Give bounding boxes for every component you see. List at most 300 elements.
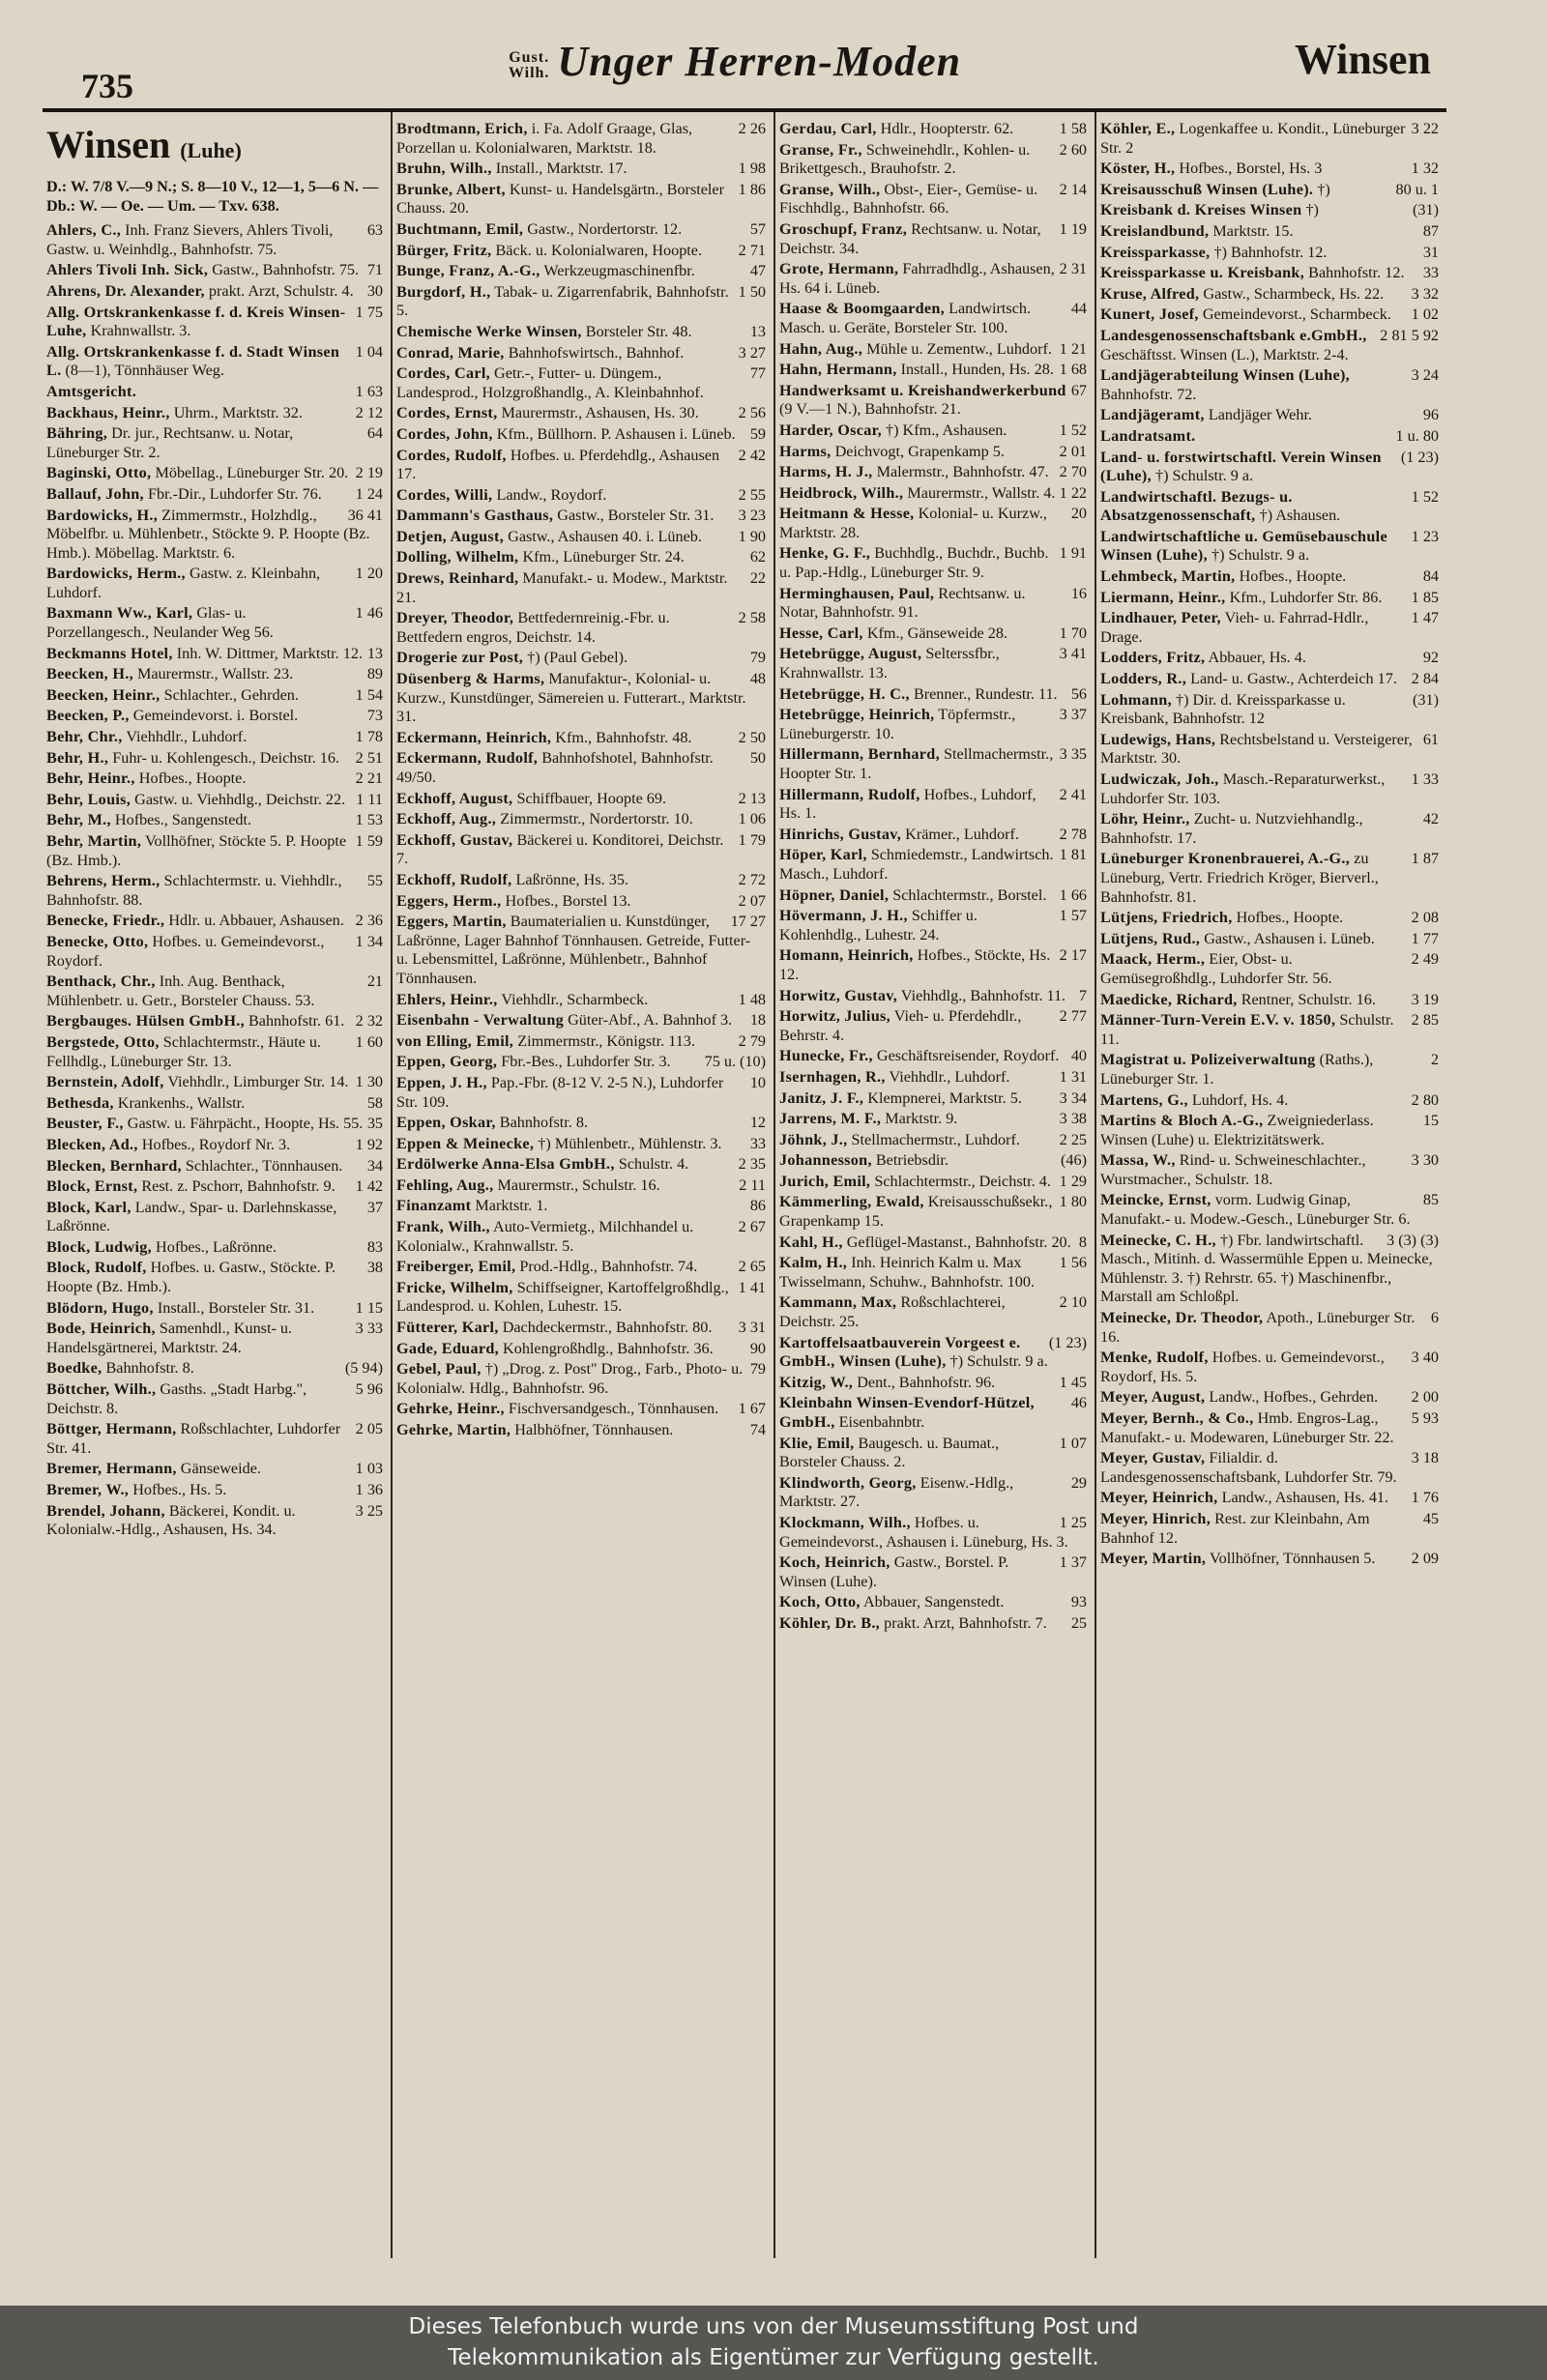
entry-name: Eckhoff, Gustav, [396,830,513,849]
directory-entry [396,507,766,526]
entry-name: Bergstede, Otto, [46,1032,160,1051]
entry-name: Eggers, Herm., [396,891,502,910]
entry-description: †) Mühlenbetr., Mühlenstr. 3. [538,1134,722,1152]
directory-entry [1100,181,1439,200]
directory-entry [46,665,383,684]
entry-name: Martens, G., [1100,1090,1188,1109]
entry-description: Krämer., Luhdorf. [905,825,1019,843]
directory-entry [396,181,766,218]
directory-entry [46,1380,383,1418]
entry-description: Bahnhofstr. 8. [499,1114,589,1132]
directory-entry [46,933,383,971]
directory-entry [779,1514,1087,1552]
entry-phone-number: 2 71 [738,241,766,259]
entry-description: Gastw., Nordertorstr. 12. [527,219,683,238]
entry-name: Allg. Ortskrankenkasse f. d. Kreis Winsen-Luhe, [46,303,346,340]
entry-name: Landwirtschaftliche u. Gemüsebauschule Winsen (Luhe), [1100,527,1387,565]
header-place-name: Winsen [1294,36,1431,83]
directory-entry [779,300,1087,337]
entry-name: Kleinbahn Winsen-Evendorf-Hützel, GmbH., [779,1394,1035,1431]
entry-phone-number: 2 41 [1059,785,1087,803]
entry-phone-number: 8 [1078,1233,1087,1251]
entry-name: Behr, M., [46,811,111,829]
entry-phone-number: 77 [749,364,766,383]
entry-name: Hahn, Aug., [779,339,863,358]
entry-phone-number: 3 23 [738,507,766,525]
directory-entry [1100,991,1439,1010]
entry-name: Herminghausen, Paul, [779,584,935,602]
entry-name: Backhaus, Heinr., [46,403,170,421]
entry-phone-number: 73 [366,707,383,725]
entry-description: Bahnhofshotel, Bahnhofstr. 49/50. [396,749,714,786]
entry-phone-number: 1 45 [1059,1373,1087,1391]
entry-name: Lehmbeck, Martin, [1100,567,1236,586]
entry-name: Heidbrock, Wilh., [779,483,904,502]
directory-entry [1100,670,1439,689]
entry-description: Bettfedernreinig.-Fbr. u. Bettfedern engros, Deichstr. 14. [396,609,670,646]
entry-name: Kreislandbund, [1100,221,1210,240]
entry-phone-number: 59 [749,424,766,443]
entry-description: Viehhdlr., Scharmbeck. [501,990,649,1008]
entry-phone-number: 1 91 [1059,544,1087,563]
directory-entry [779,826,1087,845]
entry-name: Jarrens, M. F., [779,1110,882,1128]
entry-description: Luhdorf, Hs. 4. [1191,1090,1289,1109]
entry-description: Manufaktur-, Kolonial- u. Kurzw., Kunstdünger, Sämereien u. Futterart., Marktstr. 31. [396,670,746,726]
directory-entry [46,507,383,564]
entry-phone-number: 2 05 [355,1420,383,1438]
directory-entry [396,447,766,484]
entry-description: Zimmermstr., Königstr. 113. [517,1031,695,1050]
entry-name: Klockmann, Wilh., [779,1513,911,1531]
entry-name: Frank, Wilh., [396,1218,490,1236]
directory-entry [396,344,766,363]
entry-description: Hdlr. u. Abbauer, Ashausen. [168,912,344,930]
directory-entry [1100,488,1439,526]
footer-line-2: Telekommunikation als Eigentümer zur Verfügung gestellt. [448,2345,1099,2370]
entry-phone-number: 3 30 [1411,1151,1439,1170]
entry-phone-number: 3 40 [1411,1349,1439,1367]
entry-name: Kreisausschuß Winsen (Luhe). [1100,180,1314,198]
entry-description: Uhrm., Marktstr. 32. [173,403,303,421]
directory-entry [779,706,1087,743]
directory-entry [46,791,383,810]
directory-entry [396,892,766,912]
entry-phone-number: 71 [366,261,383,279]
entry-phone-number: 3 31 [738,1319,766,1337]
entry-description: Inh. Heinrich Kalm u. Max Twisselmann, Schuhw., Bahnhofstr. 100. [779,1254,1035,1291]
entry-phone-number: 1 33 [1411,770,1439,788]
entry-description: Gastw., Bahnhofstr. 75. [212,261,360,279]
directory-entry [46,749,383,769]
entry-description: Obst-, Eier-, Gemüse- u. Fischhdlg., Bahnhofstr. 66. [779,180,1038,218]
entry-phone-number: 1 58 [1059,120,1087,137]
entry-description: Kfm., Lüneburger Str. 24. [522,548,685,566]
entry-phone-number: 17 27 [730,913,766,931]
directory-entry [1100,528,1439,566]
entry-name: Bähring, [46,424,108,443]
entry-name: Landwirtschaftl. Bezugs- u. Absatzgenossenschaft, [1100,487,1293,525]
directory-entry [396,1197,766,1216]
entry-phone-number: 2 85 [1411,1011,1439,1030]
entry-phone-number: 3 37 [1059,706,1087,724]
directory-entry [1100,1489,1439,1508]
entry-name: Hunecke, Fr., [779,1047,873,1065]
entry-name: Block, Ernst, [46,1177,138,1196]
entry-description: Vieh- u. Fahrrad-Hdlr., Drage. [1100,609,1369,646]
entry-name: Eppen, Georg, [396,1053,498,1071]
directory-entry [1100,449,1439,486]
entry-name: Granse, Fr., [779,140,862,159]
directory-entry [46,1199,383,1236]
entry-name: Koch, Otto, [779,1593,861,1611]
entry-description: Eisenw.-Hdlg., Marktstr. 27. [779,1473,1014,1511]
directory-entry [779,1474,1087,1512]
entry-description: †) [1305,201,1319,219]
directory-entry [396,160,766,179]
entry-name: Meyer, Gustav, [1100,1449,1206,1467]
directory-entry [1100,691,1439,729]
directory-entry [46,282,383,302]
entry-description: Schlachtermstr. u. Viehhdlr., Bahnhofstr. 88. [46,872,342,909]
directory-entry [396,1011,766,1030]
entry-description: Hofbes., Roydorf Nr. 3. [141,1135,291,1153]
entry-name: Block, Ludwig, [46,1237,152,1256]
entry-description: Kfm., Gänseweide 28. [866,624,1008,642]
directory-entry [779,340,1087,360]
entry-description: Baugesch. u. Baumat., Borsteler Chauss. 2. [779,1434,1000,1471]
entry-description: Rentner, Schulstr. 16. [1241,990,1376,1008]
entry-name: Fehling, Aug., [396,1175,494,1194]
entry-phone-number: 1 63 [355,382,383,400]
directory-entry [396,810,766,829]
entry-name: Chemische Werke Winsen, [396,322,582,340]
header-rule [43,108,1446,112]
entry-name: Eppen, Oskar, [396,1114,496,1132]
entry-description: Brenner., Rundestr. 11. [913,684,1058,703]
entry-phone-number: 48 [749,670,766,688]
column-divider [391,112,393,2258]
column-divider [774,112,775,2258]
directory-entry [46,728,383,747]
entry-phone-number: 3 (3) (3) [1386,1231,1439,1249]
entry-name: Bergbauges. Hülsen GmbH., [46,1012,245,1030]
directory-entry [779,585,1087,623]
entry-name: Blecken, Ad., [46,1135,138,1153]
entry-phone-number: (46) [1061,1151,1087,1170]
entry-description: Stellmachermstr., Luhdorf. [851,1130,1020,1148]
entry-phone-number: 38 [366,1259,383,1277]
entry-name: Meyer, Hinrich, [1100,1509,1211,1527]
entry-description: Schlachtermstr., Deichstr. 4. [874,1172,1051,1190]
entry-description: Werkzeugmaschinenfbr. [543,262,695,280]
entry-description: Landwirtsch. Masch. u. Geräte, Borsteler Str. 100. [779,300,1032,336]
entry-name: Blecken, Bernhard, [46,1156,182,1175]
entry-name: Beckmanns Hotel, [46,644,173,662]
entry-phone-number: 3 32 [1411,284,1439,303]
directory-entry [779,141,1087,179]
directory-entry [46,645,383,664]
directory-entry [46,221,383,259]
entry-name: Detjen, August, [396,527,505,545]
entry-phone-number: 1 24 [355,484,383,503]
entry-phone-number: 35 [366,1115,383,1133]
entry-description: Deichvogt, Grapenkamp 5. [834,442,1005,460]
entry-description: Manufakt.- u. Modew., Marktstr. 21. [396,569,728,606]
column-divider [1095,112,1096,2258]
directory-entry [46,485,383,505]
entry-name: Baginski, Otto, [46,464,152,482]
entry-description: Schweinehdlr., Kohlen- u. Brikettgesch., Brauhofstr. 2. [779,140,1031,178]
entry-name: Dolling, Wilhelm, [396,548,519,566]
entry-phone-number: 1 u. 80 [1395,426,1439,445]
entry-name: Düsenberg & Harms, [396,670,545,688]
entry-name: Kreisbank d. Kreises Winsen [1100,201,1302,219]
entry-phone-number: 42 [1422,810,1439,828]
entry-description: Töpfermstr., Lüneburgerstr. 10. [779,706,1016,742]
entry-phone-number: 1 23 [1411,527,1439,545]
entry-description: Landw., Ashausen, Hs. 41. [1221,1489,1389,1507]
directory-entry [396,425,766,445]
entry-name: Hillermann, Bernhard, [779,745,940,764]
entry-name: Behr, H., [46,748,109,767]
entry-name: Köhler, E., [1100,120,1176,137]
entry-name: Bardowicks, Herm., [46,565,186,583]
directory-entry [779,421,1087,441]
entry-description: Rechtsbelstand u. Versteigerer, Marktstr. 30. [1100,730,1413,768]
entry-phone-number: 2 72 [738,870,766,888]
entry-phone-number: 1 78 [355,728,383,746]
directory-entry [1100,1388,1439,1408]
entry-description: Marktstr. 15. [1212,221,1294,240]
footer-line-1: Dieses Telefonbuch wurde uns von der Museumsstiftung Post und [408,2314,1139,2339]
entry-phone-number: 1 42 [355,1177,383,1196]
directory-entry [46,1157,383,1176]
directory-entry [396,649,766,668]
entry-phone-number: 2 67 [738,1218,766,1236]
entry-description: Fbr.-Bes., Luhdorfer Str. 3. [501,1053,671,1071]
entry-description: Marktstr. 1. [475,1197,548,1215]
entry-name: Landjägerabteilung Winsen (Luhe), [1100,366,1351,385]
entry-phone-number: 2 32 [355,1012,383,1030]
directory-entry [779,220,1087,258]
entry-phone-number: 1 31 [1059,1067,1087,1086]
entry-phone-number: 1 56 [1059,1254,1087,1272]
entry-name: Fricke, Wilhelm, [396,1278,513,1296]
entry-name: Horwitz, Julius, [779,1007,890,1026]
entry-phone-number: 1 29 [1059,1172,1087,1190]
entry-phone-number: 2 09 [1411,1550,1439,1568]
entry-phone-number: 1 03 [355,1460,383,1478]
entry-phone-number: 1 90 [738,527,766,545]
entry-phone-number: 2 36 [355,912,383,930]
directory-column-3 [779,120,1087,2256]
entry-name: Eckermann, Heinrich, [396,728,552,746]
entry-description: Vollhöfner, Tönnhausen 5. [1210,1550,1376,1568]
entry-name: Drews, Reinhard, [396,569,519,588]
directory-entry [779,544,1087,582]
entry-name: Cordes, Ernst, [396,404,498,422]
entry-phone-number: 1 37 [1059,1553,1087,1572]
entry-description: Eier, Obst- u. Gemüsegroßhdlg., Luhdorfer Str. 56. [1100,950,1332,987]
entry-phone-number: 50 [749,749,766,768]
entry-description: Geflügel-Mastanst., Bahnhofstr. 20. [846,1233,1071,1251]
entry-name: Beecken, H., [46,665,133,683]
directory-entry [1100,222,1439,242]
entry-phone-number: 44 [1070,300,1087,318]
entry-description: Vollhöfner, Stöckte 5. P. Hoopte (Bz. Hmb.). [46,832,347,869]
entry-name: Löhr, Heinr., [1100,810,1190,828]
directory-entry [1100,810,1439,848]
entry-phone-number: 10 [749,1073,766,1091]
entry-description: prakt. Arzt, Bahnhofstr. 7. [884,1613,1047,1632]
entry-phone-number: 1 75 [355,303,383,321]
entry-name: Bethesda, [46,1093,114,1112]
entry-description: Landw., Roydorf. [496,485,607,504]
entry-name: Kalm, H., [779,1254,848,1272]
directory-entry [779,1614,1087,1634]
entry-phone-number: 2 70 [1059,463,1087,481]
entry-phone-number: 5 93 [1411,1409,1439,1427]
entry-description: Kreisausschußsekr., Grapenkamp 15. [779,1193,1053,1231]
directory-entry [779,1110,1087,1129]
entry-phone-number: 87 [1422,221,1439,240]
directory-entry [779,1254,1087,1292]
entry-description: Apoth., Lüneburger Str. 16. [1100,1309,1416,1346]
entry-description: Filialdir. d. Landesgenossenschaftsbank, Luhdorfer Str. 79. [1100,1449,1397,1486]
entry-phone-number: 90 [749,1339,766,1357]
entry-name: Eckhoff, Rudolf, [396,870,512,888]
directory-entry [396,871,766,890]
entry-description: Gasths. „Stadt Harbg.", Deichstr. 8. [46,1380,307,1417]
entry-phone-number: 1 59 [355,832,383,850]
entry-phone-number: 1 81 [1059,846,1087,864]
entry-name: Meincke, Ernst, [1100,1191,1211,1209]
entry-phone-number: 30 [366,281,383,300]
entry-description: Betriebsdir. [875,1151,949,1170]
entry-name: Maedicke, Richard, [1100,990,1238,1008]
entry-description: Dachdeckermstr., Bahnhofstr. 80. [502,1319,713,1337]
entry-description: Krahnwallstr. 3. [90,322,191,340]
entry-phone-number: 2 42 [738,446,766,464]
entry-name: Amtsgericht. [46,382,137,400]
entry-description: Hofbes. u. Gastw., Stöckte. P. Hoopte (Bz. Hmb.). [46,1259,336,1296]
entry-description: Hofbes., Hoopte. [138,769,247,788]
entry-phone-number: 1 15 [355,1298,383,1317]
directory-entry [396,670,766,727]
entry-description: Möbellag., Lüneburger Str. 20. [155,464,349,482]
entry-name: Behrens, Herm., [46,872,161,890]
entry-name: Benecke, Friedr., [46,912,165,930]
entry-name: Beecken, Heinr., [46,685,161,704]
entry-phone-number: 56 [1070,684,1087,703]
entry-description: Bahnhofstr. 12. [1308,264,1405,282]
entry-phone-number: 6 [1430,1309,1439,1327]
directory-entry [779,505,1087,542]
entry-phone-number: 1 04 [355,342,383,361]
entry-phone-number: 2 31 [1059,260,1087,278]
directory-entry [396,991,766,1010]
entry-description: Buchhdlg., Buchdr., Buchb. u. Pap.-Hdlg., Lüneburger Str. 9. [779,544,1049,582]
directory-entry [396,1400,766,1419]
entry-name: Gerdau, Carl, [779,120,877,137]
directory-column-1 [46,120,383,2256]
entry-phone-number: 3 18 [1411,1449,1439,1467]
entry-phone-number: 1 68 [1059,361,1087,379]
entry-description: Geschäftsst. Winsen (L.), Marktstr. 2-4. [1100,345,1349,363]
entry-phone-number: 57 [749,219,766,238]
entry-phone-number: 2 26 [738,120,766,137]
directory-entry [779,1435,1087,1472]
directory-entry [1100,264,1439,283]
entry-description: Maurermstr., Wallstr. 4. [907,483,1056,502]
entry-description: Bahnhofswirtsch., Bahnhof. [508,343,685,362]
entry-name: Böttcher, Wilh., [46,1380,157,1399]
entry-name: Heitmann & Hesse, [779,505,915,523]
directory-entry [396,242,766,261]
directory-entry [1100,567,1439,587]
entry-description: Bahnhofstr. 72. [1100,385,1197,403]
entry-phone-number: 25 [1070,1613,1087,1632]
entry-description: Hmb. Engros-Lag., Manufakt.- u. Modewaren, Lüneburger Str. 22. [1100,1409,1394,1446]
entry-name: Boedke, [46,1359,102,1378]
entry-phone-number: 1 98 [738,160,766,178]
entry-description: Roßschlachterei, Deichstr. 25. [779,1293,1006,1331]
entry-name: Cordes, Willi, [396,485,493,504]
entry-name: Eisenbahn - Verwaltung [396,1011,565,1030]
entry-name: Drogerie zur Post, [396,649,524,667]
entry-name: Henke, G. F., [779,544,871,563]
entry-phone-number: 2 58 [738,609,766,627]
entry-description: Hofbes., Sangenstedt. [114,811,252,829]
entry-description: Install., Marktstr. 17. [495,160,628,178]
entry-description: Hofbes. u. Gemeindevorst., Ashausen i. Lüneburg, Hs. 3. [779,1513,1068,1551]
entry-phone-number: 1 47 [1411,609,1439,627]
entry-description: Kolonial- u. Kurzw., Marktstr. 28. [779,505,1047,541]
entry-name: Lütjens, Friedrich, [1100,909,1233,927]
entry-name: Cordes, Carl, [396,364,490,383]
entry-name: Horwitz, Gustav, [779,986,898,1004]
entry-phone-number: 2 49 [1411,950,1439,969]
directory-entry [1100,406,1439,425]
directory-entry [396,1176,766,1196]
entry-name: Gebel, Paul, [396,1360,482,1379]
entry-name: Kämmerling, Ewald, [779,1193,924,1211]
directory-entry [779,443,1087,462]
directory-entry [1100,609,1439,647]
entry-phone-number: 1 66 [1059,885,1087,904]
entry-phone-number: 2 80 [1411,1090,1439,1109]
entry-description: Schlachter., Tönnhausen. [185,1156,343,1175]
entry-name: Harms, [779,442,832,460]
entry-name: Köster, H., [1100,160,1176,178]
entry-name: Menke, Rudolf, [1100,1349,1209,1367]
entry-name: Höpner, Daniel, [779,885,890,904]
archive-footer [0,2306,1547,2380]
directory-entry [779,463,1087,482]
entry-description: Schmiedemstr., Landwirtsch. Masch., Luhdorf. [779,846,1054,883]
directory-entry [1100,1550,1439,1569]
directory-entry [396,283,766,321]
directory-entry [396,1053,766,1072]
directory-entry [779,1068,1087,1088]
entry-description: Gastw. z. Kleinbahn, Luhdorf. [46,565,321,601]
entry-name: Haase & Boomgaarden, [779,300,946,318]
entry-phone-number: 3 25 [355,1501,383,1520]
entry-name: Ahlers, C., [46,221,122,240]
entry-phone-number: 1 54 [355,685,383,704]
entry-description: Zucht- u. Nutzviehhandlg., Bahnhofstr. 17. [1100,810,1363,847]
